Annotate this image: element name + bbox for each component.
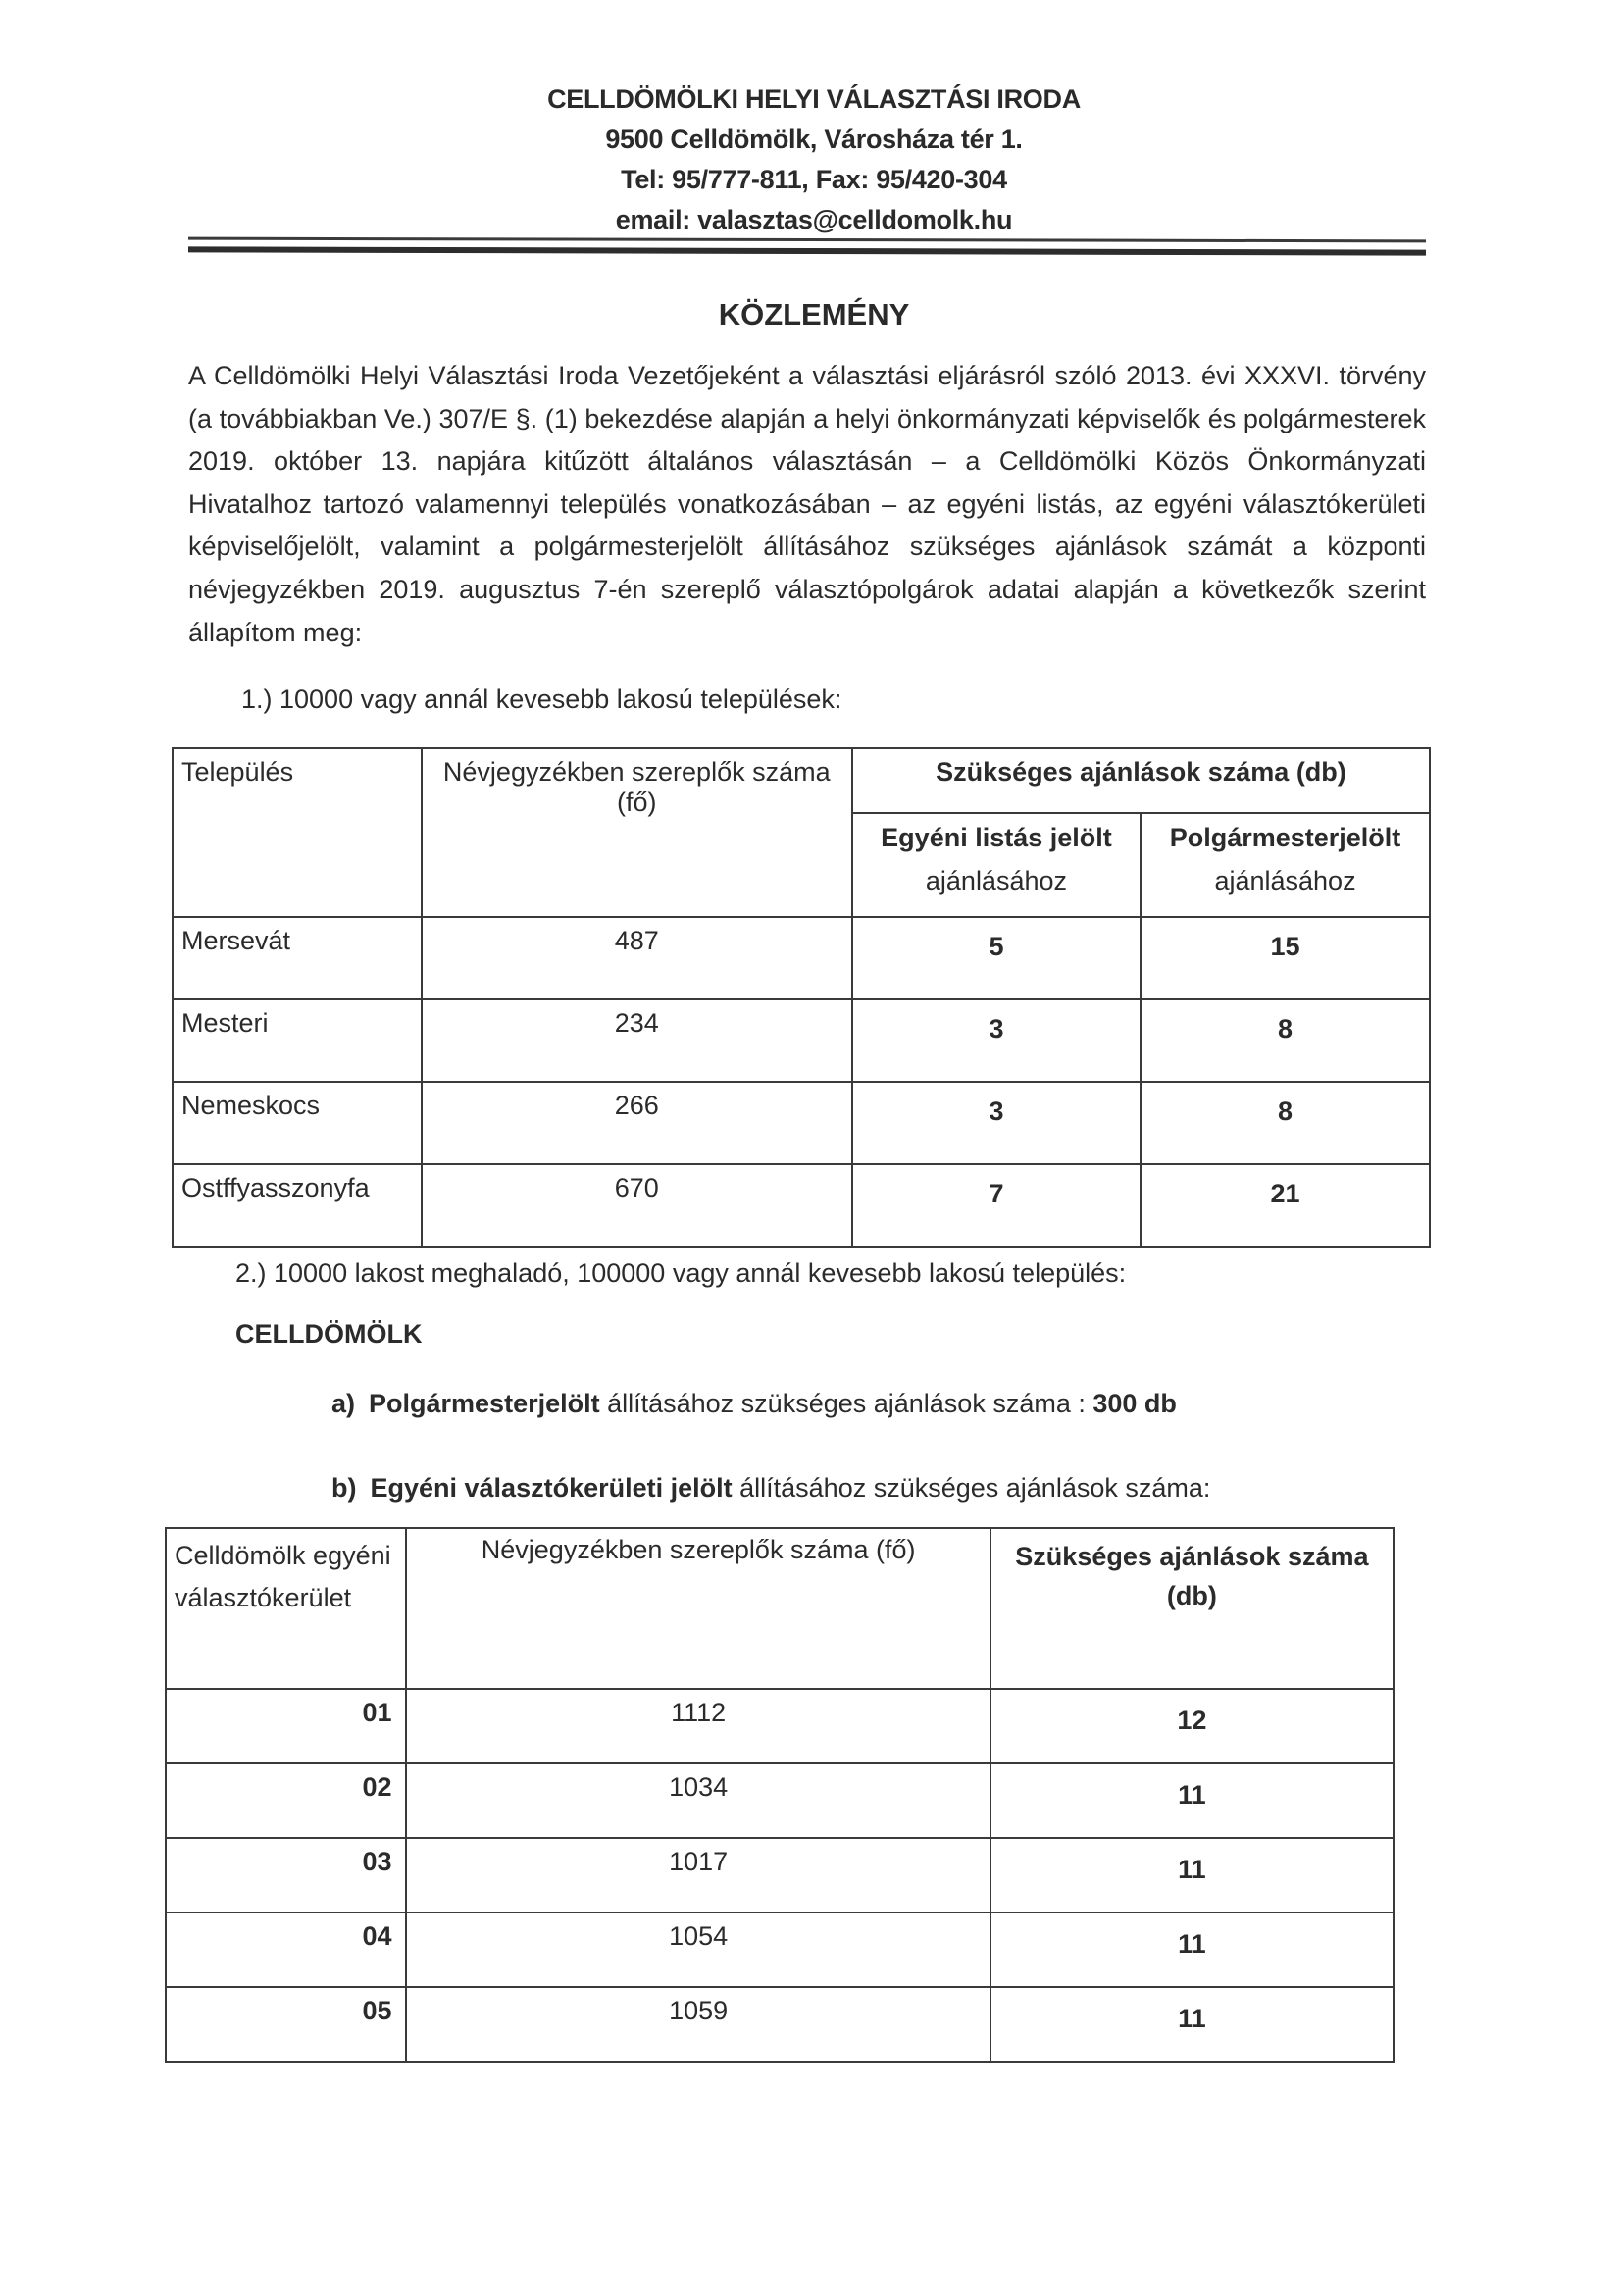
cell-individual: 3 — [852, 1082, 1141, 1164]
item-a — [331, 1389, 1177, 1419]
cell-registered: 1059 — [406, 1987, 990, 2062]
cell-settlement: Nemeskocs — [173, 1082, 422, 1164]
document-title: KÖZLEMÉNY — [718, 297, 910, 331]
table-header-row — [166, 1528, 1394, 1689]
letterhead-email: email: valasztas@celldomolk.hu — [615, 205, 1013, 234]
item-a-value: 300 db — [1092, 1389, 1177, 1418]
header-mayor-title: Polgármesterjelölt — [1169, 823, 1401, 852]
intro-paragraph — [188, 355, 1426, 654]
table-row — [166, 1689, 1394, 1763]
table-row — [166, 1912, 1394, 1987]
cell-required: 11 — [990, 1763, 1394, 1838]
item-a-bold: Polgármesterjelölt — [369, 1389, 600, 1418]
header-district: Celldömölk egyéni választókerület — [166, 1528, 406, 1689]
table-row — [166, 1763, 1394, 1838]
header-mayor-sub: ajánlásához — [1214, 866, 1356, 895]
cell-required: 12 — [990, 1689, 1394, 1763]
table-row — [173, 1164, 1430, 1247]
table-header-row — [173, 748, 1430, 813]
letterhead-contact: Tel: 95/777-811, Fax: 95/420-304 — [621, 165, 1007, 194]
header-individual-sub: ajánlásához — [925, 866, 1068, 895]
letterhead-office: CELLDÖMÖLKI HELYI VÁLASZTÁSI IRODA — [547, 84, 1081, 114]
table-row — [166, 1838, 1394, 1912]
item-a-text: állításához szükséges ajánlások száma : — [599, 1389, 1093, 1418]
header-required-group: Szükséges ajánlások száma (db) — [852, 748, 1430, 813]
cell-registered: 670 — [422, 1164, 852, 1247]
cell-settlement: Ostffyasszonyfa — [173, 1164, 422, 1247]
section1-heading: 1.) 10000 vagy annál kevesebb lakosú települések: — [241, 685, 842, 714]
table-row — [173, 999, 1430, 1082]
item-b-label: b) — [331, 1473, 357, 1503]
cell-district: 05 — [166, 1987, 406, 2062]
header-registered: Névjegyzékben szereplők száma (fő) — [406, 1528, 990, 1689]
item-b-text: állításához szükséges ajánlások száma: — [732, 1473, 1211, 1503]
cell-settlement: Mesteri — [173, 999, 422, 1082]
table-row — [173, 1082, 1430, 1164]
header-mayor — [1141, 813, 1430, 917]
cell-registered: 234 — [422, 999, 852, 1082]
cell-registered: 487 — [422, 917, 852, 999]
cell-registered: 1112 — [406, 1689, 990, 1763]
small-settlements-table — [172, 747, 1431, 1248]
header-registered: Névjegyzékben szereplők száma (fő) — [422, 748, 852, 917]
cell-mayor: 21 — [1141, 1164, 1430, 1247]
header-required: Szükséges ajánlások száma (db) — [990, 1528, 1394, 1689]
letterhead-address: 9500 Celldömölk, Városháza tér 1. — [605, 125, 1023, 154]
table-row — [173, 917, 1430, 999]
cell-individual: 5 — [852, 917, 1141, 999]
cell-mayor: 15 — [1141, 917, 1430, 999]
header-individual-title: Egyéni listás jelölt — [881, 823, 1112, 852]
cell-individual: 3 — [852, 999, 1141, 1082]
cell-district: 02 — [166, 1763, 406, 1838]
cell-district: 04 — [166, 1912, 406, 1987]
item-b-bold: Egyéni választókerületi jelölt — [370, 1473, 733, 1503]
district-table — [165, 1527, 1395, 2063]
letterhead-divider-thin — [188, 237, 1426, 243]
cell-mayor: 8 — [1141, 999, 1430, 1082]
table-row — [166, 1987, 1394, 2062]
cell-registered: 266 — [422, 1082, 852, 1164]
cell-registered: 1034 — [406, 1763, 990, 1838]
cell-district: 03 — [166, 1838, 406, 1912]
item-b — [331, 1473, 1210, 1504]
cell-district: 01 — [166, 1689, 406, 1763]
cell-settlement: Mersevát — [173, 917, 422, 999]
cell-individual: 7 — [852, 1164, 1141, 1247]
cell-required: 11 — [990, 1838, 1394, 1912]
city-name: CELLDÖMÖLK — [235, 1319, 423, 1349]
item-a-label: a) — [331, 1389, 356, 1418]
cell-required: 11 — [990, 1912, 1394, 1987]
intro-text: A Celldömölki Helyi Választási Iroda Vezetőjeként a választási eljárásról szóló 2013. évi XXXVI. törvény (a továbbiakban Ve.) 307/E §. (1) bekezdése alapján a helyi önkormányzati képviselők és polgármesterek 2019. október 13. napjára kitűzött általános választásán – a Celldömölki Közös Önkormányzati Hivatalhoz tartozó valamennyi település vonatkozásában – az egyéni listás, az egyéni választókerületi képviselőjelölt, valamint a polgármesterjelölt állításához szükséges ajánlások számát a központi névjegyzékben 2019. augusztus 7-én szereplő választópolgárok adatai alapján a következők szerint állapítom meg: — [188, 361, 1426, 647]
letterhead-divider-thick — [188, 246, 1426, 255]
cell-mayor: 8 — [1141, 1082, 1430, 1164]
cell-registered: 1017 — [406, 1838, 990, 1912]
cell-registered: 1054 — [406, 1912, 990, 1987]
header-individual — [852, 813, 1141, 917]
header-settlement: Település — [173, 748, 422, 917]
section2-heading: 2.) 10000 lakost meghaladó, 100000 vagy annál kevesebb lakosú település: — [235, 1258, 1127, 1288]
cell-required: 11 — [990, 1987, 1394, 2062]
